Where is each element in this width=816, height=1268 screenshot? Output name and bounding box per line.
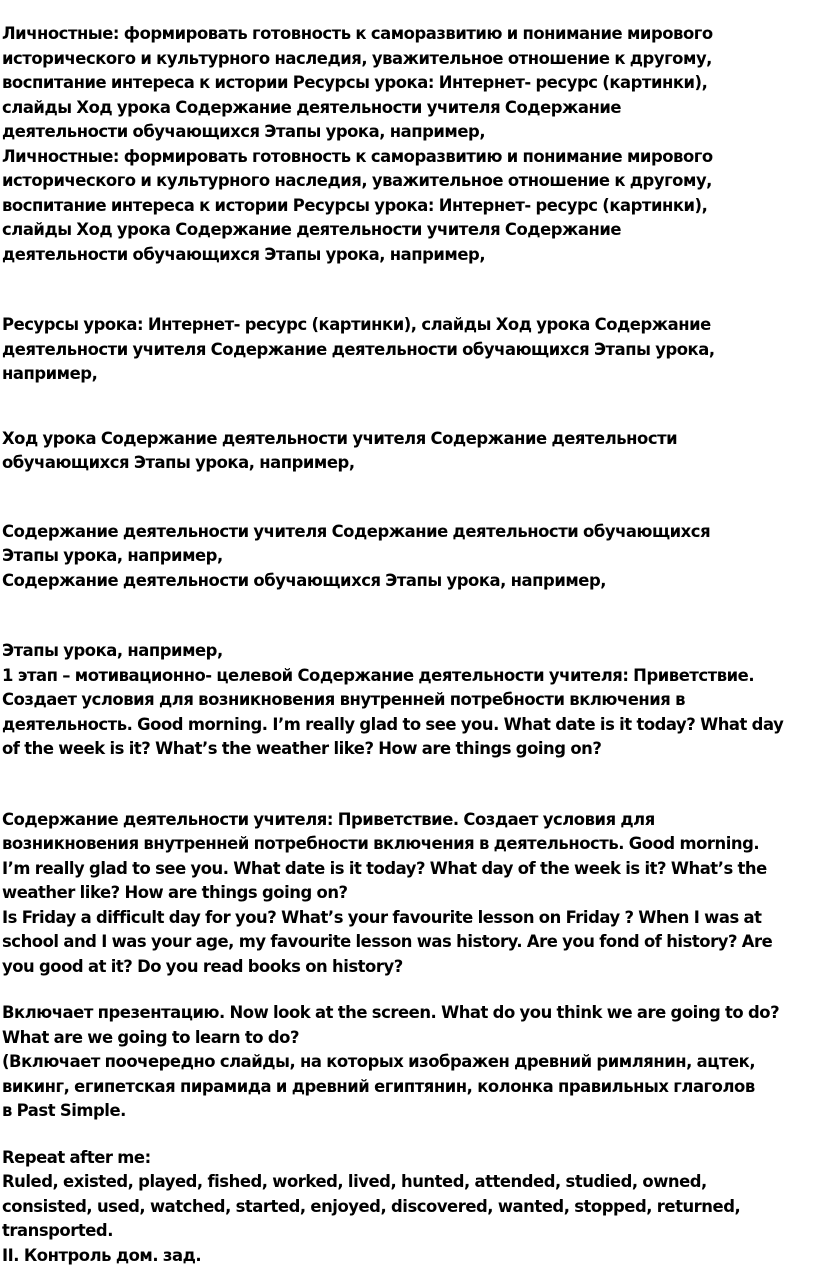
text-line: of the week is it? What’s the weather like? How are things going on? bbox=[0, 737, 816, 762]
paragraph-lesson-flow bbox=[0, 427, 816, 476]
text-line: Repeat after me: bbox=[0, 1146, 816, 1171]
text-line: исторического и культурного наследия, уважительное отношение к другому, bbox=[0, 169, 816, 194]
text-line: возникновения внутренней потребности включения в деятельность. Good morning. bbox=[0, 832, 816, 857]
text-line: consisted, used, watched, started, enjoyed, discovered, wanted, stopped, returned, bbox=[0, 1195, 816, 1220]
text-line: (Включает поочередно слайды, на которых изображен древний римлянин, ацтек, bbox=[0, 1050, 816, 1075]
text-line: transported. bbox=[0, 1219, 816, 1244]
text-line: Включает презентацию. Now look at the screen. What do you think we are going to do? bbox=[0, 1001, 816, 1026]
paragraph-repeat-verbs bbox=[0, 1146, 816, 1268]
text-line: 1 этап – мотивационно- целевой Содержание деятельности учителя: Приветствие. bbox=[0, 664, 816, 689]
text-line: обучающихся Этапы урока, например, bbox=[0, 451, 816, 476]
text-line: I’m really glad to see you. What date is it today? What day of the week is it? What’s the bbox=[0, 857, 816, 882]
paragraph-spacer bbox=[0, 979, 816, 1001]
text-line: Ход урока Содержание деятельности учителя Содержание деятельности bbox=[0, 427, 816, 452]
text-line: Is Friday a difficult day for you? What’s your favourite lesson on Friday ? When I was at bbox=[0, 906, 816, 931]
text-line: Ruled, existed, played, fished, worked, lived, hunted, attended, studied, owned, bbox=[0, 1170, 816, 1195]
text-line: деятельности учителя Содержание деятельности обучающихся Этапы урока, bbox=[0, 338, 816, 363]
text-line: исторического и культурного наследия, уважительное отношение к другому, bbox=[0, 47, 816, 72]
paragraph-activity-content bbox=[0, 520, 816, 594]
text-line: деятельности обучающихся Этапы урока, например, bbox=[0, 243, 816, 268]
text-line: II. Контроль дом. зад. bbox=[0, 1244, 816, 1268]
paragraph-greeting bbox=[0, 808, 816, 980]
paragraph-spacer bbox=[0, 1124, 816, 1146]
text-line: Этапы урока, например, bbox=[0, 544, 816, 569]
document-body bbox=[0, 22, 816, 1268]
text-line: you good at it? Do you read books on history? bbox=[0, 955, 816, 980]
text-line: Личностные: формировать готовность к саморазвитию и понимание мирового bbox=[0, 145, 816, 170]
text-line: Содержание деятельности учителя Содержание деятельности обучающихся bbox=[0, 520, 816, 545]
text-line: например, bbox=[0, 362, 816, 387]
paragraph-spacer bbox=[0, 476, 816, 520]
text-line: weather like? How are things going on? bbox=[0, 881, 816, 906]
text-line: Ресурсы урока: Интернет- ресурс (картинки), слайды Ход урока Содержание bbox=[0, 313, 816, 338]
paragraph-spacer bbox=[0, 267, 816, 313]
text-line: воспитание интереса к истории Ресурсы урока: Интернет- ресурс (картинки), bbox=[0, 71, 816, 96]
text-line: Создает условия для возникновения внутренней потребности включения в bbox=[0, 688, 816, 713]
text-line: Содержание деятельности учителя: Приветствие. Создает условия для bbox=[0, 808, 816, 833]
text-line: в Past Simple. bbox=[0, 1099, 816, 1124]
text-line: викинг, египетская пирамида и древний египтянин, колонка правильных глаголов bbox=[0, 1075, 816, 1100]
text-line: Личностные: формировать готовность к саморазвитию и понимание мирового bbox=[0, 22, 816, 47]
paragraph-objectives bbox=[0, 22, 816, 267]
text-line: деятельность. Good morning. I’m really glad to see you. What date is it today? What day bbox=[0, 713, 816, 738]
text-line: Содержание деятельности обучающихся Этапы урока, например, bbox=[0, 569, 816, 594]
paragraph-presentation bbox=[0, 1001, 816, 1124]
text-line: воспитание интереса к истории Ресурсы урока: Интернет- ресурс (картинки), bbox=[0, 194, 816, 219]
text-line: school and I was your age, my favourite lesson was history. Are you fond of history? Are bbox=[0, 930, 816, 955]
text-line: Этапы урока, например, bbox=[0, 639, 816, 664]
paragraph-spacer bbox=[0, 387, 816, 427]
paragraph-spacer bbox=[0, 762, 816, 808]
paragraph-resources bbox=[0, 313, 816, 387]
paragraph-spacer bbox=[0, 593, 816, 639]
text-line: слайды Ход урока Содержание деятельности учителя Содержание bbox=[0, 218, 816, 243]
text-line: слайды Ход урока Содержание деятельности учителя Содержание bbox=[0, 96, 816, 121]
text-line: What are we going to learn to do? bbox=[0, 1026, 816, 1051]
text-line: деятельности обучающихся Этапы урока, например, bbox=[0, 120, 816, 145]
paragraph-stages bbox=[0, 639, 816, 762]
